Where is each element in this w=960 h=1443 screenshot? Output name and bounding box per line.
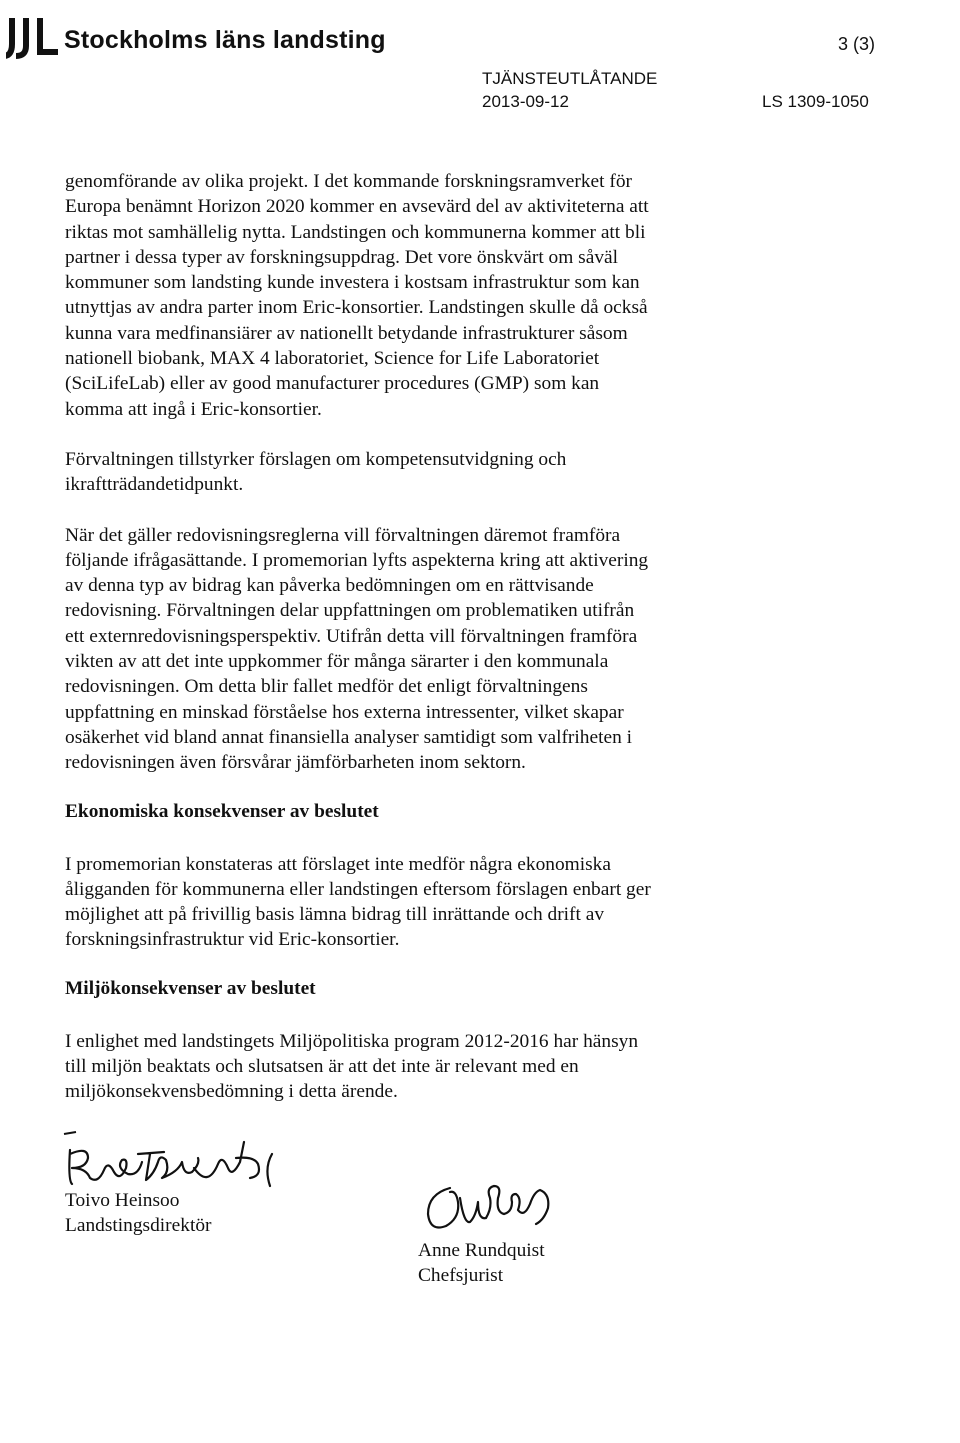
text-line: komma att ingå i Eric-konsortier. [65,398,322,420]
text-line: redovisning. Förvaltningen delar uppfattningen om problematiken utifrån [65,600,635,622]
paragraph-accounting [65,523,785,776]
text-line: kunna vara medfinansiärer av nationellt betydande infrastrukturer såsom [65,322,628,344]
signature-block-2 [418,1238,545,1288]
text-line: partner i dessa typer av forskningsuppdrag. Det vore önskvärt om såväl [65,246,619,268]
text-line: miljökonsekvensbedömning i detta ärende. [65,1081,398,1103]
heading-economic-consequences: Ekonomiska konsekvenser av beslutet [65,800,379,822]
text-line: ett externredovisningsperspektiv. Utifrån detta vill förvaltningen framföra [65,625,638,647]
paragraph-support [65,447,785,498]
signer-name: Toivo Heinsoo [65,1190,180,1211]
text-line: osäkerhet vid bland annat finansiella analyser samtidigt som valfriheten i [65,726,633,748]
paragraph-economic [65,852,785,953]
text-line: redovisningen. Om detta blir fallet medför det enligt förvaltningens [65,676,588,698]
signature-block-1 [65,1188,211,1238]
text-line: Förvaltningen tillstyrker förslagen om kompetensutvidgning och [65,448,567,470]
text-line: Europa benämnt Horizon 2020 kommer en avsevärd del av aktiviteterna att [65,196,649,218]
organization-name: Stockholms läns landsting [64,26,386,54]
text-line: av denna typ av bidrag kan påverka bedömningen om en rättvisande [65,575,594,597]
text-line: forskningsinfrastruktur vid Eric-konsortier. [65,929,400,951]
text-line: redovisningen även försvårar jämförbarheten inom sektorn. [65,752,526,774]
text-line: följande ifrågasättande. I promemorian lyfts aspekterna kring att aktivering [65,549,649,571]
text-line: vikten av att det inte uppkommer för många särarter i den kommunala [65,651,609,673]
page-number: 3 (3) [838,34,876,54]
text-line: nationell biobank, MAX 4 laboratoriet, Science for Life Laboratoriet [65,348,600,370]
text-line: kommuner som landsting kunde investera i kostsam infrastruktur som kan [65,272,640,294]
text-line: riktas mot samhällelig nytta. Landstingen och kommunerna kommer att bli [65,221,646,243]
heading-environmental-consequences: Miljökonsekvenser av beslutet [65,977,316,999]
text-line: När det gäller redovisningsreglerna vill förvaltningen däremot framföra [65,524,621,546]
signature-scribble-2 [420,1168,560,1240]
signer-name: Anne Rundquist [418,1240,545,1261]
document-body [65,169,785,1130]
document-reference: LS 1309-1050 [762,92,869,111]
document-date: 2013-09-12 [482,92,569,111]
text-line: åligganden för kommunerna eller landstingen eftersom förslagen enbart ger [65,878,651,900]
text-line: I promemorian konstateras att förslaget inte medför några ekonomiska [65,853,611,875]
document-type: TJÄNSTEUTLÅTANDE [482,69,658,88]
text-line: ikraftträdandetidpunkt. [65,474,244,496]
text-line: genomförande av olika projekt. I det kommande forskningsramverket för [65,171,632,192]
text-line: möjlighet att på frivillig basis lämna bidrag till inrättande och drift av [65,904,605,926]
text-line: till miljön beaktats och slutsatsen är att det inte är relevant med en [65,1056,579,1078]
text-line: uppfattning en minskad förståelse hos externa intressenter, vilket skapar [65,701,624,723]
paragraph-environment [65,1029,785,1105]
text-line: (SciLifeLab) eller av good manufacturer procedures (GMP) som kan [65,373,600,395]
signer-title: Landstingsdirektör [65,1215,212,1236]
text-line: utnyttjas av andra parter inom Eric-konsortier. Landstingen skulle då också [65,297,648,319]
text-line: I enlighet med landstingets Miljöpolitiska program 2012-2016 har hänsyn [65,1030,639,1052]
paragraph-projects [65,169,785,422]
signer-title: Chefsjurist [418,1265,504,1286]
sll-logo-icon [6,16,58,60]
